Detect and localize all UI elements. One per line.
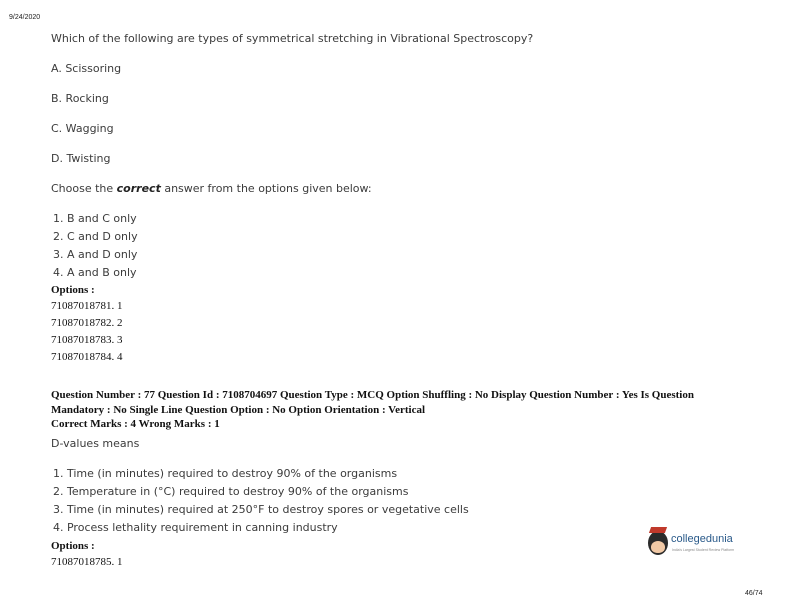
answer-choice-1: 1. B and C only — [53, 212, 137, 225]
collegedunia-logo — [648, 531, 748, 559]
answer-choice-3-q77: 3. Time (in minutes) required at 250°F to destroy spores or vegetative cells — [53, 503, 469, 516]
answer-choice-3: 3. A and D only — [53, 248, 138, 261]
statement-c: C. Wagging — [51, 122, 114, 135]
logo-tagline: India's Largest Student Review Platform — [672, 548, 735, 552]
options-label: Options : — [51, 284, 95, 296]
answer-choice-2: 2. C and D only — [53, 230, 138, 243]
option-id-2: 71087018782. 2 — [51, 317, 123, 329]
answer-choice-2-q77: 2. Temperature in (°C) required to destroy 90% of the organisms — [53, 485, 409, 498]
instruction — [51, 182, 372, 195]
question-meta: Question Number : 77 Question Id : 7108704697 Question Type : MCQ Option Shuffling : No Display Question Number : Yes Is Question Mandatory : No Single Line Question Option : No Option Orientation : Vertical — [51, 389, 694, 416]
option-id-1-q77: 71087018785. 1 — [51, 556, 123, 568]
statement-b: B. Rocking — [51, 92, 109, 105]
instruction-emphasis: correct — [116, 182, 161, 195]
option-id-3: 71087018783. 3 — [51, 334, 123, 346]
answer-choice-1-q77: 1. Time (in minutes) required to destroy 90% of the organisms — [53, 467, 398, 480]
mascot-icon — [648, 531, 668, 555]
instruction-after: answer from the options given below: — [160, 182, 372, 195]
answer-choice-4: 4. A and B only — [53, 266, 137, 279]
option-id-4: 71087018784. 4 — [51, 351, 123, 363]
page-number: 46/74 — [745, 590, 763, 597]
statement-a: A. Scissoring — [51, 62, 122, 75]
logo-name: collegedunia — [671, 533, 733, 545]
question-text: Which of the following are types of symmetrical stretching in Vibrational Spectroscopy? — [51, 32, 534, 45]
statement-d: D. Twisting — [51, 152, 111, 165]
instruction-before: Choose the — [51, 182, 117, 195]
question-text-2: D-values means — [51, 437, 140, 450]
marks-info: Correct Marks : 4 Wrong Marks : 1 — [51, 418, 220, 430]
answer-choice-4-q77: 4. Process lethality requirement in canning industry — [53, 521, 338, 534]
options-label-q77: Options : — [51, 540, 95, 552]
option-id-1: 71087018781. 1 — [51, 300, 123, 312]
print-date: 9/24/2020 — [9, 14, 41, 21]
